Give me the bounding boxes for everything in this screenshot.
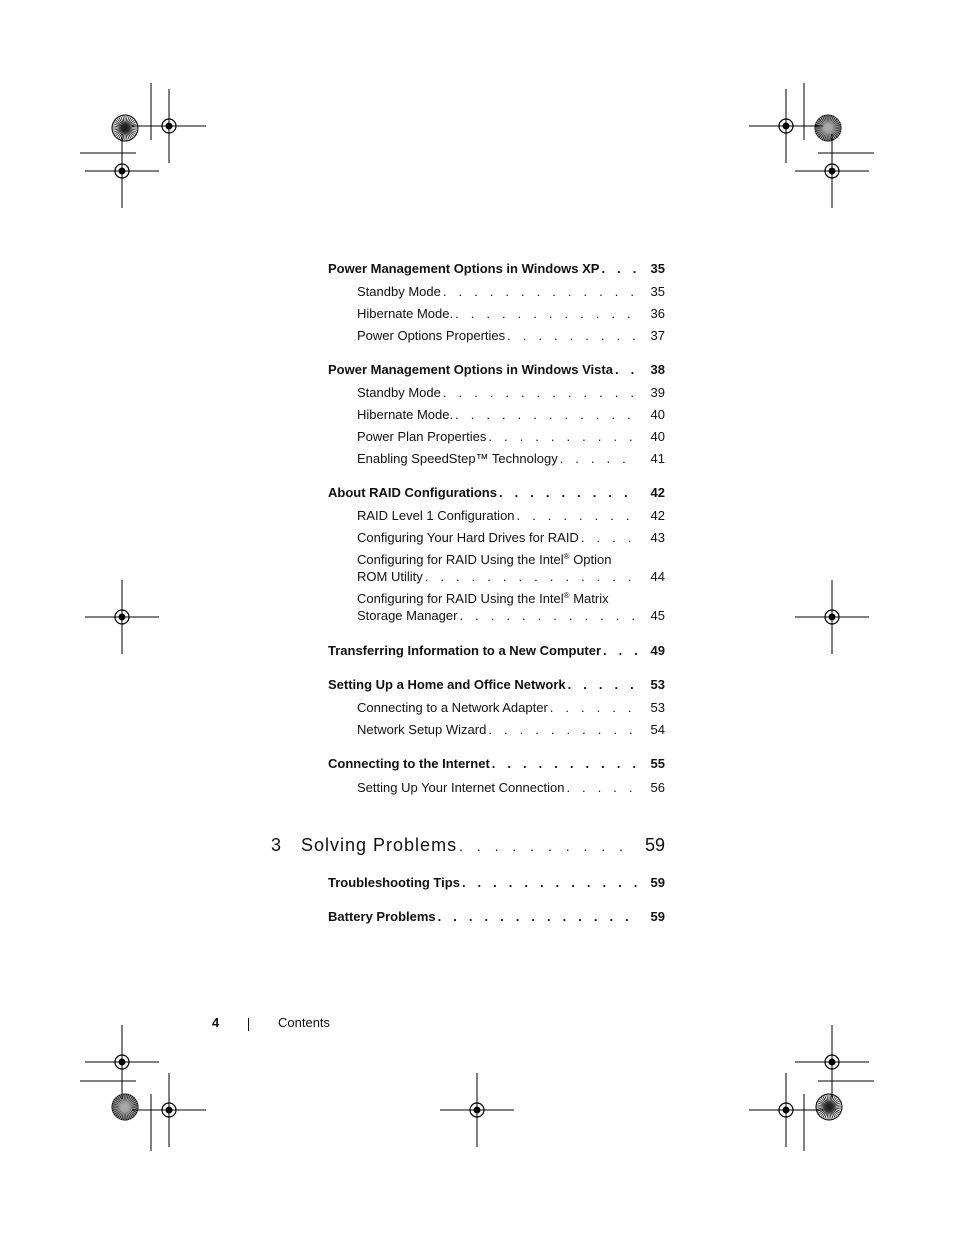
toc-entry-title: RAID Level 1 Configuration bbox=[357, 508, 515, 523]
toc-entry-title: Hibernate Mode. bbox=[357, 407, 454, 422]
toc-entry-title: Power Plan Properties bbox=[357, 429, 487, 444]
crosshair-icon bbox=[166, 123, 173, 130]
toc-entry-page: 55 bbox=[650, 756, 665, 771]
toc-entry-page: 59 bbox=[650, 909, 665, 924]
toc-subentry-hibernate-mode-vista[interactable] bbox=[357, 406, 665, 423]
dot-leader bbox=[486, 721, 639, 738]
toc-entry-page: 37 bbox=[650, 328, 665, 343]
toc-entry-title: Hibernate Mode. bbox=[357, 306, 454, 321]
crosshair-icon bbox=[166, 1107, 173, 1114]
dot-leader bbox=[486, 428, 639, 445]
dot-leader bbox=[453, 406, 639, 423]
toc-subentry-option-rom-line1[interactable] bbox=[357, 551, 612, 568]
toc-entry-title: Configuring for RAID Using the Intel bbox=[357, 591, 564, 606]
toc-entry-title: Power Options Properties bbox=[357, 328, 506, 343]
toc-entry-connecting-internet[interactable] bbox=[328, 755, 665, 772]
dot-leader bbox=[457, 835, 635, 857]
toc-entry-power-management-vista[interactable] bbox=[328, 361, 665, 378]
footer-page-number: 4 bbox=[212, 1015, 220, 1030]
toc-entry-title: Connecting to a Network Adapter bbox=[357, 700, 548, 715]
registered-mark: ® bbox=[563, 552, 570, 561]
toc-entry-title: Connecting to the Internet bbox=[328, 756, 490, 771]
toc-subentry-power-plan-properties[interactable] bbox=[357, 428, 665, 445]
toc-entry-title: Enabling SpeedStep™ Technology bbox=[357, 451, 558, 466]
dot-leader bbox=[490, 755, 639, 772]
dot-leader bbox=[441, 283, 639, 300]
chapter-number: 3 bbox=[271, 835, 283, 855]
dot-leader bbox=[579, 529, 639, 546]
dot-leader bbox=[460, 874, 639, 891]
toc-entry-battery-problems[interactable] bbox=[328, 908, 665, 925]
dot-leader bbox=[497, 484, 639, 501]
dot-leader bbox=[515, 507, 639, 524]
toc-subentry-network-setup-wizard[interactable] bbox=[357, 721, 665, 738]
toc-subentry-speedstep[interactable] bbox=[357, 450, 665, 467]
toc-subentry-standby-mode-xp[interactable] bbox=[357, 283, 665, 300]
dot-leader bbox=[453, 305, 639, 322]
toc-entry-page: 35 bbox=[650, 284, 665, 299]
dot-leader bbox=[558, 450, 639, 467]
dot-leader bbox=[601, 642, 639, 659]
toc-entry-page: 36 bbox=[650, 306, 665, 321]
toc-entry-page: 53 bbox=[650, 677, 665, 692]
toc-entry-title: ROM Utility bbox=[357, 569, 423, 584]
toc-entry-page: 38 bbox=[650, 362, 665, 377]
dot-leader bbox=[457, 607, 639, 624]
toc-entry-page: 40 bbox=[650, 429, 665, 444]
toc-entry-page: 54 bbox=[650, 722, 665, 737]
toc-entry-title: Configuring Your Hard Drives for RAID bbox=[357, 530, 579, 545]
toc-entry-title-cont: Option bbox=[573, 552, 612, 567]
dot-leader bbox=[599, 260, 639, 277]
toc-entry-page: 35 bbox=[650, 261, 665, 276]
crosshair-icon bbox=[829, 614, 836, 621]
toc-entry-title: Storage Manager bbox=[357, 608, 458, 623]
toc-subentry-network-adapter[interactable] bbox=[357, 699, 665, 716]
toc-entry-page: 44 bbox=[650, 569, 665, 584]
dot-leader bbox=[436, 908, 639, 925]
toc-entry-title: Configuring for RAID Using the Intel bbox=[357, 552, 564, 567]
chapter-title: Solving Problems bbox=[301, 835, 458, 855]
dot-leader bbox=[613, 361, 639, 378]
toc-entry-page: 42 bbox=[650, 508, 665, 523]
toc-entry-transferring-information[interactable] bbox=[328, 642, 665, 659]
crosshair-icon bbox=[783, 1107, 790, 1114]
toc-entry-title: Standby Mode bbox=[357, 284, 441, 299]
crosshair-icon bbox=[119, 168, 126, 175]
toc-entry-page: 59 bbox=[650, 875, 665, 890]
toc-subentry-raid-level-1[interactable] bbox=[357, 507, 665, 524]
toc-subentry-hibernate-mode-xp[interactable] bbox=[357, 305, 665, 322]
toc-entry-page: 45 bbox=[650, 608, 665, 623]
toc-entry-page: 56 bbox=[650, 780, 665, 795]
toc-entry-page: 40 bbox=[650, 407, 665, 422]
toc-chapter-solving-problems[interactable] bbox=[271, 834, 665, 857]
toc-entry-troubleshooting-tips[interactable] bbox=[328, 874, 665, 891]
crosshair-icon bbox=[829, 168, 836, 175]
crosshair-icon bbox=[119, 614, 126, 621]
toc-entry-page: 49 bbox=[650, 643, 665, 658]
footer-divider bbox=[248, 1018, 249, 1031]
toc-subentry-internet-connection[interactable] bbox=[357, 779, 665, 796]
toc-subentry-option-rom-line2[interactable] bbox=[357, 568, 665, 585]
toc-entry-raid-configurations[interactable] bbox=[328, 484, 665, 501]
toc-entry-title: Setting Up Your Internet Connection bbox=[357, 780, 565, 795]
toc-entry-page: 53 bbox=[650, 700, 665, 715]
chapter-page: 59 bbox=[644, 835, 665, 855]
dot-leader bbox=[505, 327, 639, 344]
dot-leader bbox=[548, 699, 639, 716]
toc-entry-title: Power Management Options in Windows Vista bbox=[328, 362, 613, 377]
toc-entry-page: 39 bbox=[650, 385, 665, 400]
toc-subentry-standby-mode-vista[interactable] bbox=[357, 384, 665, 401]
toc-entry-home-office-network[interactable] bbox=[328, 676, 665, 693]
footer-section-label: Contents bbox=[278, 1015, 331, 1030]
toc-entry-page: 43 bbox=[650, 530, 665, 545]
toc-entry-power-management-xp[interactable] bbox=[328, 260, 665, 277]
toc-entry-title: Standby Mode bbox=[357, 385, 441, 400]
crosshair-icon bbox=[474, 1107, 481, 1114]
toc-subentry-configuring-hard-drives[interactable] bbox=[357, 529, 665, 546]
toc-entry-title: Troubleshooting Tips bbox=[328, 875, 460, 890]
toc-entry-page: 42 bbox=[650, 485, 665, 500]
toc-entry-title: Transferring Information to a New Computer bbox=[328, 643, 602, 658]
crosshair-icon bbox=[783, 123, 790, 130]
toc-entry-title: Battery Problems bbox=[328, 909, 436, 924]
toc-entry-page: 41 bbox=[650, 451, 665, 466]
crosshair-icon bbox=[119, 1059, 126, 1066]
toc-entry-title: Setting Up a Home and Office Network bbox=[328, 677, 566, 692]
toc-entry-title: About RAID Configurations bbox=[328, 485, 497, 500]
toc-subentry-power-options-properties[interactable] bbox=[357, 327, 665, 344]
dot-leader bbox=[423, 568, 639, 585]
registered-mark: ® bbox=[563, 591, 570, 600]
dot-leader bbox=[566, 676, 639, 693]
toc-entry-title-cont: Matrix bbox=[573, 591, 609, 606]
dot-leader bbox=[564, 779, 639, 796]
toc-subentry-matrix-storage-line2[interactable] bbox=[357, 607, 665, 624]
toc-subentry-matrix-storage-line1[interactable] bbox=[357, 590, 609, 607]
toc-entry-title: Network Setup Wizard bbox=[357, 722, 487, 737]
toc-entry-title: Power Management Options in Windows XP bbox=[328, 261, 600, 276]
crosshair-icon bbox=[829, 1059, 836, 1066]
dot-leader bbox=[441, 384, 639, 401]
